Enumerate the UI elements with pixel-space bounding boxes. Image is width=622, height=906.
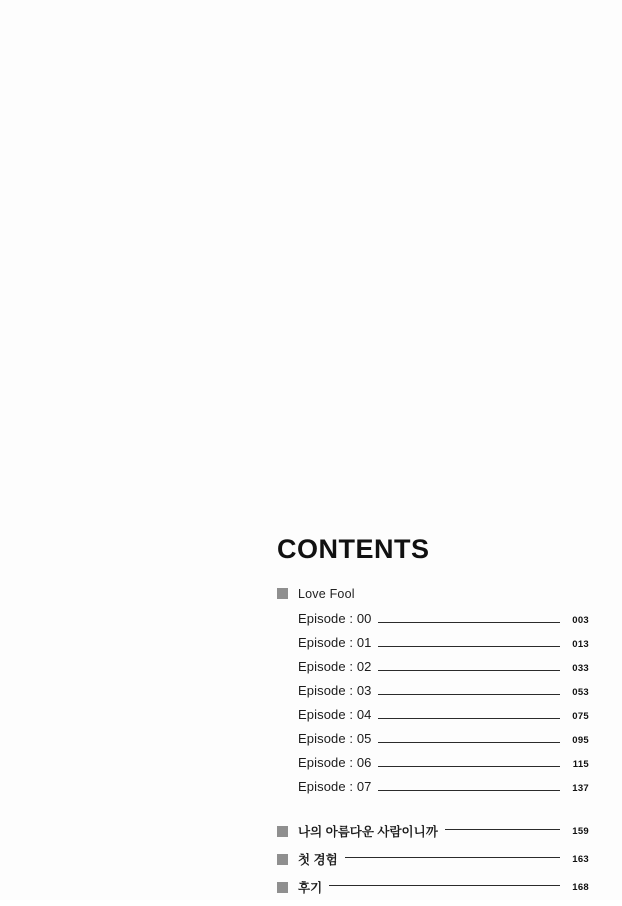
- entry-page-number: 163: [572, 853, 589, 865]
- section-header-love-fool: [277, 587, 589, 601]
- entry-label: Episode : 05: [298, 730, 372, 746]
- entry-page-number: 075: [572, 710, 589, 722]
- entry-label: 첫 경험: [298, 853, 338, 868]
- entry-page-number: 115: [572, 758, 589, 770]
- entry-page-number: 053: [572, 686, 589, 698]
- list-item[interactable]: [298, 611, 589, 632]
- leader-line: [378, 718, 560, 719]
- entry-label: Episode : 01: [298, 634, 372, 650]
- leader-line: [378, 742, 560, 743]
- section-label: Love Fool: [298, 586, 355, 601]
- leader-line: [329, 885, 560, 886]
- list-item[interactable]: [277, 850, 589, 869]
- episode-list: [277, 611, 589, 800]
- leader-line: [378, 670, 560, 671]
- entry-page-number: 137: [572, 782, 589, 794]
- square-bullet-icon: [277, 854, 288, 865]
- list-item[interactable]: [298, 683, 589, 704]
- list-item[interactable]: [298, 635, 589, 656]
- list-item[interactable]: [298, 755, 589, 776]
- entry-page-number: 095: [572, 734, 589, 746]
- leader-line: [378, 694, 560, 695]
- list-item[interactable]: [298, 659, 589, 680]
- entry-page-number: 033: [572, 662, 589, 674]
- extra-entry-list: [277, 822, 589, 897]
- table-of-contents: [277, 535, 589, 906]
- square-bullet-icon: [277, 588, 288, 599]
- entry-label: Episode : 03: [298, 682, 372, 698]
- entry-label: 나의 아름다운 사람이니까: [298, 825, 438, 840]
- leader-line: [378, 622, 560, 623]
- leader-line: [378, 790, 560, 791]
- leader-line: [378, 766, 560, 767]
- leader-line: [345, 857, 560, 858]
- entry-page-number: 168: [572, 881, 589, 893]
- entry-label: Episode : 02: [298, 658, 372, 674]
- list-item[interactable]: [277, 878, 589, 897]
- page-title: CONTENTS: [277, 534, 430, 564]
- leader-line: [378, 646, 560, 647]
- entry-page-number: 013: [572, 638, 589, 650]
- entry-page-number: 003: [572, 614, 589, 626]
- square-bullet-icon: [277, 882, 288, 893]
- list-item[interactable]: [298, 779, 589, 800]
- entry-label: Episode : 00: [298, 610, 372, 626]
- list-item[interactable]: [298, 731, 589, 752]
- leader-line: [445, 829, 560, 830]
- entry-label: Episode : 07: [298, 778, 372, 794]
- entry-label: Episode : 06: [298, 754, 372, 770]
- entry-label: Episode : 04: [298, 706, 372, 722]
- entry-label: 후기: [298, 881, 323, 896]
- list-item[interactable]: [298, 707, 589, 728]
- square-bullet-icon: [277, 826, 288, 837]
- list-item[interactable]: [277, 822, 589, 841]
- entry-page-number: 159: [572, 825, 589, 837]
